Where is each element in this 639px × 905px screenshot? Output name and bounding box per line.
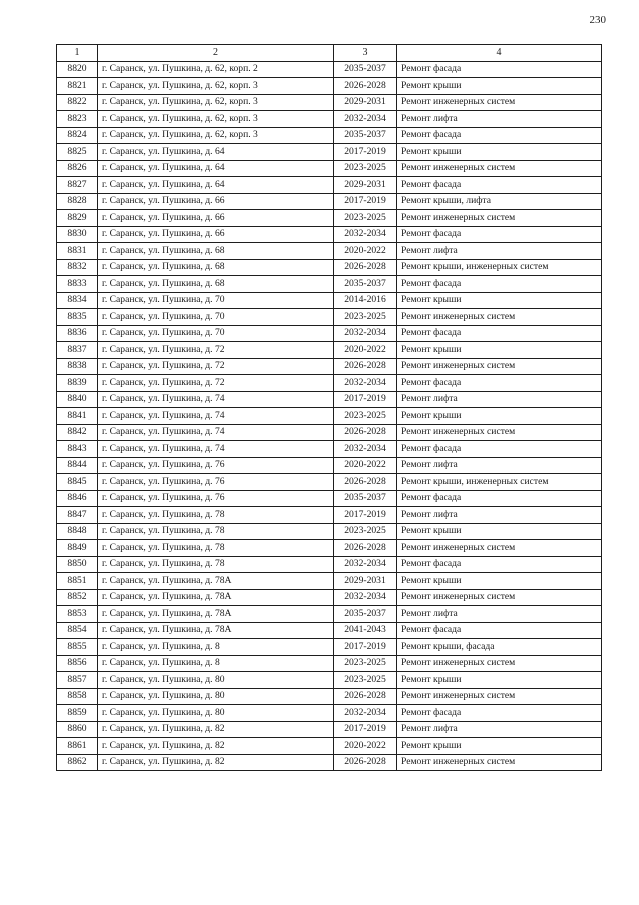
row-number: 8840 (57, 391, 98, 408)
column-header-3: 3 (334, 45, 397, 62)
table-row (57, 639, 602, 656)
period-cell: 2017-2019 (334, 639, 397, 656)
row-number: 8826 (57, 160, 98, 177)
table-row (57, 292, 602, 309)
work-type-cell: Ремонт крыши (397, 672, 602, 689)
period-cell: 2029-2031 (334, 573, 397, 590)
address-cell: г. Саранск, ул. Пушкина, д. 78А (98, 573, 334, 590)
work-type-cell: Ремонт крыши (397, 523, 602, 540)
work-type-cell: Ремонт крыши (397, 144, 602, 161)
address-cell: г. Саранск, ул. Пушкина, д. 8 (98, 639, 334, 656)
row-number: 8854 (57, 622, 98, 639)
row-number: 8838 (57, 358, 98, 375)
period-cell: 2017-2019 (334, 507, 397, 524)
row-number: 8835 (57, 309, 98, 326)
column-header-1: 1 (57, 45, 98, 62)
row-number: 8844 (57, 457, 98, 474)
row-number: 8829 (57, 210, 98, 227)
period-cell: 2032-2034 (334, 375, 397, 392)
period-cell: 2017-2019 (334, 721, 397, 738)
table-row (57, 391, 602, 408)
address-cell: г. Саранск, ул. Пушкина, д. 68 (98, 243, 334, 260)
address-cell: г. Саранск, ул. Пушкина, д. 8 (98, 655, 334, 672)
table-row (57, 705, 602, 722)
address-cell: г. Саранск, ул. Пушкина, д. 76 (98, 457, 334, 474)
address-cell: г. Саранск, ул. Пушкина, д. 70 (98, 292, 334, 309)
work-type-cell: Ремонт инженерных систем (397, 688, 602, 705)
row-number: 8836 (57, 325, 98, 342)
period-cell: 2020-2022 (334, 342, 397, 359)
work-type-cell: Ремонт крыши, фасада (397, 639, 602, 656)
work-type-cell: Ремонт лифта (397, 457, 602, 474)
table-row (57, 688, 602, 705)
address-cell: г. Саранск, ул. Пушкина, д. 62, корп. 3 (98, 111, 334, 128)
work-type-cell: Ремонт лифта (397, 606, 602, 623)
row-number: 8861 (57, 738, 98, 755)
address-cell: г. Саранск, ул. Пушкина, д. 68 (98, 276, 334, 293)
address-cell: г. Саранск, ул. Пушкина, д. 70 (98, 309, 334, 326)
work-type-cell: Ремонт фасада (397, 375, 602, 392)
address-cell: г. Саранск, ул. Пушкина, д. 82 (98, 738, 334, 755)
row-number: 8853 (57, 606, 98, 623)
row-number: 8820 (57, 61, 98, 78)
address-cell: г. Саранск, ул. Пушкина, д. 78 (98, 540, 334, 557)
header-row (57, 45, 602, 62)
row-number: 8839 (57, 375, 98, 392)
period-cell: 2023-2025 (334, 523, 397, 540)
address-cell: г. Саранск, ул. Пушкина, д. 74 (98, 408, 334, 425)
row-number: 8841 (57, 408, 98, 425)
row-number: 8832 (57, 259, 98, 276)
row-number: 8846 (57, 490, 98, 507)
table-row (57, 210, 602, 227)
table-row (57, 61, 602, 78)
work-type-cell: Ремонт фасада (397, 127, 602, 144)
table-row (57, 193, 602, 210)
work-type-cell: Ремонт крыши, инженерных систем (397, 474, 602, 491)
table-row (57, 573, 602, 590)
page-number: 230 (589, 14, 606, 26)
address-cell: г. Саранск, ул. Пушкина, д. 78 (98, 556, 334, 573)
address-cell: г. Саранск, ул. Пушкина, д. 64 (98, 144, 334, 161)
table-row (57, 226, 602, 243)
table-row (57, 490, 602, 507)
work-type-cell: Ремонт фасада (397, 490, 602, 507)
table-row (57, 259, 602, 276)
work-type-cell: Ремонт фасада (397, 325, 602, 342)
period-cell: 2041-2043 (334, 622, 397, 639)
row-number: 8859 (57, 705, 98, 722)
table-row (57, 375, 602, 392)
capital-repair-table (56, 44, 602, 771)
row-number: 8822 (57, 94, 98, 111)
table-row (57, 672, 602, 689)
table-row (57, 738, 602, 755)
table-header (57, 45, 602, 62)
column-header-2: 2 (98, 45, 334, 62)
row-number: 8850 (57, 556, 98, 573)
row-number: 8828 (57, 193, 98, 210)
work-type-cell: Ремонт фасада (397, 226, 602, 243)
period-cell: 2020-2022 (334, 243, 397, 260)
table-row (57, 721, 602, 738)
row-number: 8821 (57, 78, 98, 95)
period-cell: 2023-2025 (334, 309, 397, 326)
address-cell: г. Саранск, ул. Пушкина, д. 62, корп. 3 (98, 127, 334, 144)
work-type-cell: Ремонт крыши, лифта (397, 193, 602, 210)
period-cell: 2029-2031 (334, 177, 397, 194)
table-row (57, 622, 602, 639)
work-type-cell: Ремонт крыши, инженерных систем (397, 259, 602, 276)
work-type-cell: Ремонт инженерных систем (397, 94, 602, 111)
table-row (57, 111, 602, 128)
period-cell: 2020-2022 (334, 457, 397, 474)
row-number: 8847 (57, 507, 98, 524)
table-row (57, 754, 602, 771)
work-type-cell: Ремонт инженерных систем (397, 424, 602, 441)
address-cell: г. Саранск, ул. Пушкина, д. 64 (98, 177, 334, 194)
row-number: 8856 (57, 655, 98, 672)
address-cell: г. Саранск, ул. Пушкина, д. 82 (98, 754, 334, 771)
table-row (57, 309, 602, 326)
period-cell: 2029-2031 (334, 94, 397, 111)
table-row (57, 177, 602, 194)
row-number: 8827 (57, 177, 98, 194)
table-row (57, 606, 602, 623)
work-type-cell: Ремонт фасада (397, 622, 602, 639)
work-type-cell: Ремонт крыши (397, 408, 602, 425)
period-cell: 2026-2028 (334, 358, 397, 375)
period-cell: 2017-2019 (334, 193, 397, 210)
period-cell: 2035-2037 (334, 127, 397, 144)
row-number: 8843 (57, 441, 98, 458)
address-cell: г. Саранск, ул. Пушкина, д. 80 (98, 672, 334, 689)
period-cell: 2026-2028 (334, 474, 397, 491)
address-cell: г. Саранск, ул. Пушкина, д. 66 (98, 210, 334, 227)
work-type-cell: Ремонт фасада (397, 276, 602, 293)
period-cell: 2017-2019 (334, 391, 397, 408)
address-cell: г. Саранск, ул. Пушкина, д. 80 (98, 705, 334, 722)
table-row (57, 127, 602, 144)
table-row (57, 507, 602, 524)
period-cell: 2035-2037 (334, 276, 397, 293)
work-type-cell: Ремонт фасада (397, 177, 602, 194)
address-cell: г. Саранск, ул. Пушкина, д. 74 (98, 391, 334, 408)
work-type-cell: Ремонт крыши (397, 342, 602, 359)
table-row (57, 441, 602, 458)
work-type-cell: Ремонт крыши (397, 292, 602, 309)
period-cell: 2035-2037 (334, 606, 397, 623)
work-type-cell: Ремонт крыши (397, 738, 602, 755)
period-cell: 2023-2025 (334, 408, 397, 425)
period-cell: 2020-2022 (334, 738, 397, 755)
address-cell: г. Саранск, ул. Пушкина, д. 72 (98, 358, 334, 375)
work-type-cell: Ремонт фасада (397, 705, 602, 722)
period-cell: 2026-2028 (334, 688, 397, 705)
work-type-cell: Ремонт инженерных систем (397, 160, 602, 177)
work-type-cell: Ремонт лифта (397, 507, 602, 524)
table-row (57, 144, 602, 161)
period-cell: 2032-2034 (334, 556, 397, 573)
table-row (57, 358, 602, 375)
address-cell: г. Саранск, ул. Пушкина, д. 80 (98, 688, 334, 705)
period-cell: 2032-2034 (334, 111, 397, 128)
period-cell: 2023-2025 (334, 160, 397, 177)
row-number: 8857 (57, 672, 98, 689)
table-row (57, 523, 602, 540)
address-cell: г. Саранск, ул. Пушкина, д. 64 (98, 160, 334, 177)
period-cell: 2026-2028 (334, 259, 397, 276)
work-type-cell: Ремонт инженерных систем (397, 589, 602, 606)
work-type-cell: Ремонт инженерных систем (397, 309, 602, 326)
work-type-cell: Ремонт крыши (397, 573, 602, 590)
period-cell: 2035-2037 (334, 61, 397, 78)
work-type-cell: Ремонт фасада (397, 441, 602, 458)
period-cell: 2026-2028 (334, 540, 397, 557)
address-cell: г. Саранск, ул. Пушкина, д. 74 (98, 424, 334, 441)
address-cell: г. Саранск, ул. Пушкина, д. 78А (98, 622, 334, 639)
row-number: 8831 (57, 243, 98, 260)
address-cell: г. Саранск, ул. Пушкина, д. 78А (98, 589, 334, 606)
row-number: 8862 (57, 754, 98, 771)
address-cell: г. Саранск, ул. Пушкина, д. 72 (98, 342, 334, 359)
row-number: 8834 (57, 292, 98, 309)
address-cell: г. Саранск, ул. Пушкина, д. 62, корп. 3 (98, 78, 334, 95)
table-row (57, 94, 602, 111)
period-cell: 2023-2025 (334, 210, 397, 227)
row-number: 8824 (57, 127, 98, 144)
row-number: 8830 (57, 226, 98, 243)
row-number: 8851 (57, 573, 98, 590)
address-cell: г. Саранск, ул. Пушкина, д. 78А (98, 606, 334, 623)
table-row (57, 342, 602, 359)
period-cell: 2014-2016 (334, 292, 397, 309)
period-cell: 2032-2034 (334, 441, 397, 458)
work-type-cell: Ремонт крыши (397, 78, 602, 95)
period-cell: 2026-2028 (334, 78, 397, 95)
table-row (57, 78, 602, 95)
table-row (57, 408, 602, 425)
table-row (57, 457, 602, 474)
table-row (57, 589, 602, 606)
address-cell: г. Саранск, ул. Пушкина, д. 82 (98, 721, 334, 738)
period-cell: 2035-2037 (334, 490, 397, 507)
period-cell: 2023-2025 (334, 655, 397, 672)
table-row (57, 243, 602, 260)
table-row (57, 160, 602, 177)
work-type-cell: Ремонт инженерных систем (397, 210, 602, 227)
row-number: 8858 (57, 688, 98, 705)
row-number: 8860 (57, 721, 98, 738)
row-number: 8852 (57, 589, 98, 606)
address-cell: г. Саранск, ул. Пушкина, д. 78 (98, 523, 334, 540)
address-cell: г. Саранск, ул. Пушкина, д. 62, корп. 3 (98, 94, 334, 111)
period-cell: 2032-2034 (334, 325, 397, 342)
table-row (57, 276, 602, 293)
work-type-cell: Ремонт лифта (397, 721, 602, 738)
period-cell: 2026-2028 (334, 754, 397, 771)
row-number: 8837 (57, 342, 98, 359)
work-type-cell: Ремонт инженерных систем (397, 540, 602, 557)
work-type-cell: Ремонт лифта (397, 111, 602, 128)
period-cell: 2017-2019 (334, 144, 397, 161)
address-cell: г. Саранск, ул. Пушкина, д. 66 (98, 226, 334, 243)
work-type-cell: Ремонт инженерных систем (397, 358, 602, 375)
address-cell: г. Саранск, ул. Пушкина, д. 72 (98, 375, 334, 392)
row-number: 8845 (57, 474, 98, 491)
address-cell: г. Саранск, ул. Пушкина, д. 74 (98, 441, 334, 458)
period-cell: 2032-2034 (334, 705, 397, 722)
address-cell: г. Саранск, ул. Пушкина, д. 76 (98, 474, 334, 491)
work-type-cell: Ремонт лифта (397, 391, 602, 408)
address-cell: г. Саранск, ул. Пушкина, д. 76 (98, 490, 334, 507)
period-cell: 2032-2034 (334, 589, 397, 606)
table-row (57, 540, 602, 557)
period-cell: 2026-2028 (334, 424, 397, 441)
column-header-4: 4 (397, 45, 602, 62)
row-number: 8849 (57, 540, 98, 557)
address-cell: г. Саранск, ул. Пушкина, д. 62, корп. 2 (98, 61, 334, 78)
table-row (57, 655, 602, 672)
address-cell: г. Саранск, ул. Пушкина, д. 66 (98, 193, 334, 210)
period-cell: 2032-2034 (334, 226, 397, 243)
period-cell: 2023-2025 (334, 672, 397, 689)
address-cell: г. Саранск, ул. Пушкина, д. 68 (98, 259, 334, 276)
table-row (57, 556, 602, 573)
row-number: 8842 (57, 424, 98, 441)
row-number: 8823 (57, 111, 98, 128)
table-body (57, 61, 602, 771)
row-number: 8848 (57, 523, 98, 540)
work-type-cell: Ремонт фасада (397, 61, 602, 78)
table-row (57, 325, 602, 342)
work-type-cell: Ремонт лифта (397, 243, 602, 260)
row-number: 8833 (57, 276, 98, 293)
row-number: 8855 (57, 639, 98, 656)
address-cell: г. Саранск, ул. Пушкина, д. 78 (98, 507, 334, 524)
table-row (57, 424, 602, 441)
table-row (57, 474, 602, 491)
row-number: 8825 (57, 144, 98, 161)
work-type-cell: Ремонт инженерных систем (397, 754, 602, 771)
address-cell: г. Саранск, ул. Пушкина, д. 70 (98, 325, 334, 342)
work-type-cell: Ремонт инженерных систем (397, 655, 602, 672)
work-type-cell: Ремонт фасада (397, 556, 602, 573)
